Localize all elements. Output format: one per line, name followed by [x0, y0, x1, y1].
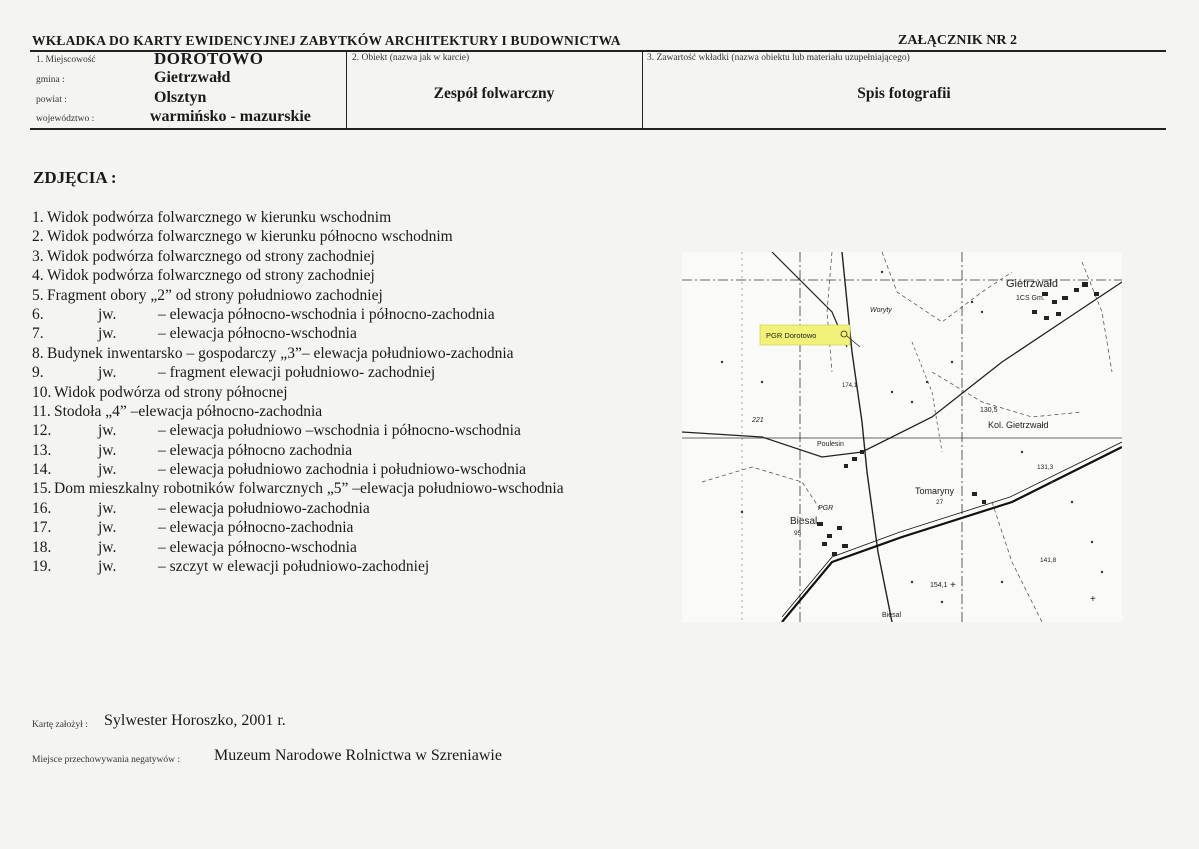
photo-ditto: jw.	[98, 325, 117, 343]
photo-number: 11.	[32, 402, 51, 420]
object-value: Zespół folwarczny	[433, 85, 555, 102]
map-label-h1313: 131,3	[1037, 464, 1054, 471]
photo-number: 17.	[32, 519, 52, 537]
created-by-value: Sylwester Horoszko, 2001 r.	[104, 712, 286, 729]
photo-description: – elewacja północno-wschodnia	[158, 325, 357, 343]
photo-description: Widok podwórza folwarcznego od strony zachodniej	[47, 267, 375, 285]
photo-description: Widok podwórza od strony północnej	[54, 383, 288, 401]
photo-number: 3.	[32, 247, 44, 265]
created-by-label: Kartę założył :	[32, 720, 88, 730]
photo-description: – elewacja północno-zachodnia	[158, 519, 354, 537]
header-bottom-rule	[30, 128, 1166, 130]
photo-description: Stodoła „4” –elewacja północno-zachodnia	[54, 402, 323, 420]
photo-number: 12.	[32, 422, 52, 440]
commune-value: Gietrzwałd	[154, 69, 231, 86]
topographic-map	[682, 252, 1122, 622]
storage-label: Miejsce przechowywania negatywów :	[32, 755, 180, 765]
trig-point-icon: +	[950, 580, 956, 591]
photo-description: – elewacja południowo –wschodnia i północno-wschodnia	[158, 422, 521, 440]
voivodeship-label: województwo :	[36, 114, 95, 124]
photo-number: 19.	[32, 558, 52, 576]
photo-description: Budynek inwentarsko – gospodarczy „3”– elewacja południowo-zachodnia	[47, 344, 514, 362]
document-title: WKŁADKA DO KARTY EWIDENCYJNEJ ZABYTKÓW ARCHITEKTURY I BUDOWNICTWA	[32, 33, 621, 48]
county-label: powiat :	[36, 95, 67, 105]
photo-description: – elewacja południowo-zachodnia	[158, 499, 370, 517]
photo-ditto: jw.	[98, 461, 117, 479]
photo-description: Widok podwórza folwarcznego w kierunku wschodnim	[47, 209, 392, 226]
photo-number: 18.	[32, 538, 52, 556]
photo-description: Dom mieszkalny robotników folwarcznych „5” –elewacja południowo-wschodnia	[54, 480, 564, 498]
photo-number: 15.	[32, 480, 52, 498]
photo-description: – fragment elewacji południowo- zachodniej	[158, 364, 436, 382]
photo-number: 14.	[32, 461, 52, 479]
photo-number: 16.	[32, 499, 52, 517]
photo-description: – elewacja północno-wschodnia	[158, 538, 357, 556]
map-label-h221: 221	[752, 417, 764, 424]
trig-point-icon-2: +	[1090, 594, 1096, 605]
locality-value: DOROTOWO	[154, 49, 264, 68]
annex-number: ZAŁĄCZNIK NR 2	[898, 33, 1018, 48]
photo-number: 7.	[32, 325, 44, 343]
photo-ditto: jw.	[98, 538, 117, 556]
contents-label: 3. Zawartość wkładki (nazwa obiektu lub materiału uzupełniającego)	[647, 53, 910, 63]
map-label-tomaryny: Tomaryny	[915, 486, 955, 496]
photo-number: 4.	[32, 267, 44, 285]
photo-ditto: jw.	[98, 364, 117, 382]
map-label-kol-gietrzwald: Kol. Gietrzwałd	[988, 420, 1049, 430]
photo-ditto: jw.	[98, 441, 117, 459]
photo-number: 8.	[32, 344, 44, 362]
photo-description: Fragment obory „2” od strony południowo zachodniej	[47, 286, 383, 304]
photo-description: – elewacja południowo zachodnia i południowo-wschodnia	[158, 461, 527, 479]
photo-number: 9.	[32, 364, 44, 382]
map-label-h1541: 154,1	[930, 582, 948, 589]
map-label-h1418: 141,8	[1040, 557, 1057, 564]
photo-description: Widok podwórza folwarcznego od strony zachodniej	[47, 247, 375, 265]
photo-description: Widok podwórza folwarcznego w kierunku północno wschodnim	[47, 228, 453, 246]
photo-ditto: jw.	[98, 305, 117, 323]
map-label-h1305: 130,5	[980, 407, 998, 414]
photo-number: 2.	[32, 228, 44, 246]
map-label-biesal-pgr: PGR	[818, 505, 834, 512]
map-label-gietrzwald-sub: 1CS Gm.	[1016, 295, 1045, 302]
photo-ditto: jw.	[98, 422, 117, 440]
county-value: Olsztyn	[154, 89, 207, 106]
location-map	[682, 252, 1122, 622]
map-label-pgr-dorotowo: PGR Dorotowo	[766, 331, 817, 340]
photo-description: – szczyt w elewacji południowo-zachodniej	[158, 558, 430, 576]
map-label-biesal: Biesal	[790, 516, 818, 527]
commune-label: gmina :	[36, 75, 65, 85]
photos-heading: ZDJĘCIA :	[33, 168, 117, 187]
voivodeship-value: warmińsko - mazurskie	[150, 108, 311, 125]
map-label-poulesin: Poulesin	[817, 441, 844, 448]
map-label-tomaryny-num: 27	[936, 499, 944, 506]
storage-value: Muzeum Narodowe Rolnictwa w Szreniawie	[214, 747, 502, 764]
locality-label: 1. Miejscowość	[36, 55, 96, 65]
map-label-biesal-bottom: Biesal	[882, 612, 902, 619]
map-label-biesal-num: 95	[794, 530, 802, 537]
map-label-gietrzwald: Gietrzwałd	[1006, 278, 1058, 290]
map-label-woryty: Woryty	[870, 307, 892, 314]
photo-ditto: jw.	[98, 499, 117, 517]
photo-number: 1.	[32, 209, 44, 226]
photo-ditto: jw.	[98, 558, 117, 576]
object-label: 2. Obiekt (nazwa jak w karcie)	[352, 53, 470, 63]
photo-ditto: jw.	[98, 519, 117, 537]
photo-description: – elewacja północno zachodnia	[158, 441, 353, 459]
photo-description: – elewacja północno-wschodnia i północno-zachodnia	[158, 305, 495, 323]
photo-number: 6.	[32, 305, 44, 323]
photo-number: 10.	[32, 383, 52, 401]
contents-value: Spis fotografii	[857, 85, 951, 102]
photo-number: 5.	[32, 286, 44, 304]
map-label-h1744: 174,1	[842, 383, 858, 389]
photo-number: 13.	[32, 441, 52, 459]
